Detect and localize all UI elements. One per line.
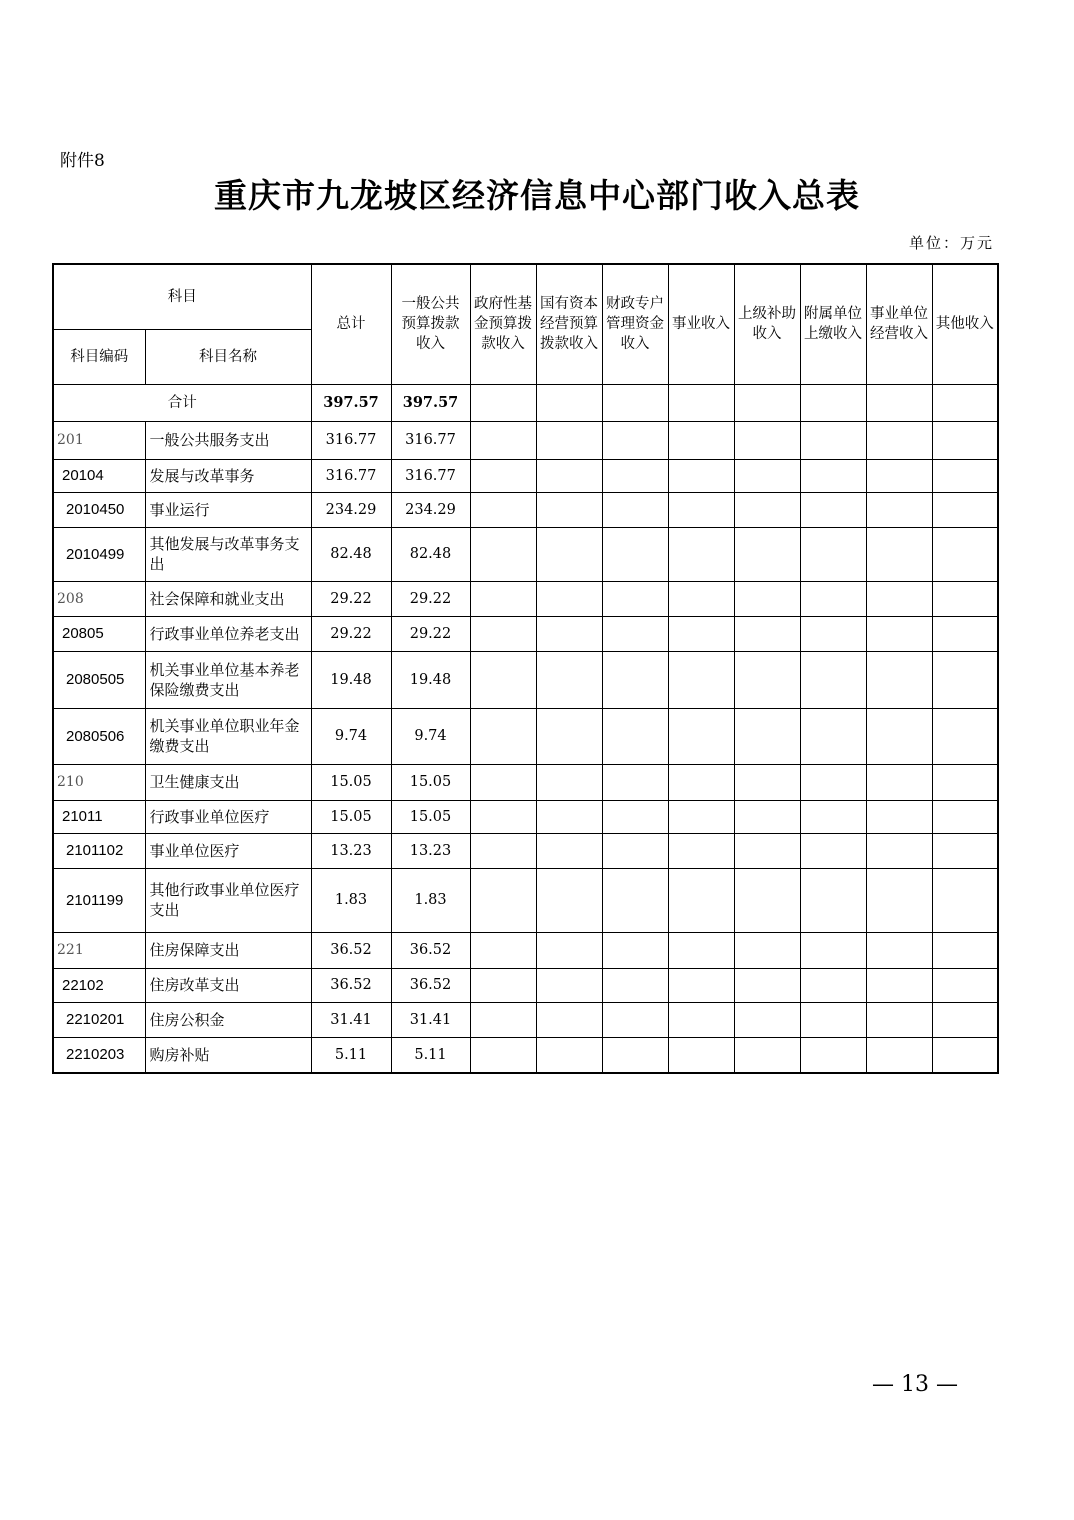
table-row — [53, 581, 998, 616]
empty-cell — [536, 764, 602, 800]
empty-cell — [866, 968, 932, 1002]
subject-code: 20805 — [53, 616, 145, 651]
table-row — [53, 492, 998, 527]
header-business-operation: 事业单位经营收入 — [866, 264, 932, 384]
empty-cell — [734, 616, 800, 651]
table-row — [53, 527, 998, 581]
empty-cell — [602, 868, 668, 932]
general-budget-cell: 15.05 — [391, 764, 470, 800]
empty-cell — [668, 968, 734, 1002]
empty-cell — [734, 421, 800, 459]
header-gov-fund: 政府性基金预算拨款收入 — [470, 264, 536, 384]
header-row-1 — [53, 264, 998, 329]
header-state-capital: 国有资本经营预算拨款收入 — [536, 264, 602, 384]
subject-name: 发展与改革事务 — [145, 459, 311, 492]
empty-cell — [602, 581, 668, 616]
empty-cell — [602, 459, 668, 492]
empty-cell — [866, 708, 932, 764]
empty-cell — [734, 868, 800, 932]
empty-cell — [602, 616, 668, 651]
empty-cell — [932, 932, 998, 968]
empty-cell — [734, 932, 800, 968]
empty-cell — [536, 800, 602, 833]
empty-cell — [866, 800, 932, 833]
empty-cell — [932, 708, 998, 764]
subject-name: 住房保障支出 — [145, 932, 311, 968]
total-cell: 31.41 — [311, 1002, 391, 1037]
empty-cell — [470, 1002, 536, 1037]
subject-code: 20104 — [53, 459, 145, 492]
header-subject-code: 科目编码 — [53, 329, 145, 384]
total-cell: 29.22 — [311, 616, 391, 651]
empty-cell — [536, 581, 602, 616]
total-cell: 82.48 — [311, 527, 391, 581]
empty-cell — [536, 708, 602, 764]
empty-cell — [800, 1037, 866, 1073]
empty-cell — [470, 527, 536, 581]
table-row — [53, 708, 998, 764]
general-budget-cell: 36.52 — [391, 968, 470, 1002]
empty-cell — [800, 1002, 866, 1037]
subject-name: 一般公共服务支出 — [145, 421, 311, 459]
empty-cell — [536, 1002, 602, 1037]
empty-cell — [668, 527, 734, 581]
empty-cell — [866, 492, 932, 527]
empty-cell — [866, 527, 932, 581]
empty-cell — [932, 651, 998, 708]
table-row — [53, 764, 998, 800]
general-budget-cell: 29.22 — [391, 616, 470, 651]
empty-cell — [602, 492, 668, 527]
empty-cell — [800, 800, 866, 833]
empty-cell — [932, 868, 998, 932]
subject-name: 购房补贴 — [145, 1037, 311, 1073]
header-total: 总计 — [311, 264, 391, 384]
total-cell: 36.52 — [311, 968, 391, 1002]
empty-cell — [668, 932, 734, 968]
empty-cell — [866, 932, 932, 968]
subject-name: 其他发展与改革事务支出 — [145, 527, 311, 581]
general-budget-cell: 5.11 — [391, 1037, 470, 1073]
subject-name: 其他行政事业单位医疗支出 — [145, 868, 311, 932]
empty-cell — [866, 868, 932, 932]
empty-cell — [866, 764, 932, 800]
table-row — [53, 616, 998, 651]
general-budget-cell: 234.29 — [391, 492, 470, 527]
empty-cell — [800, 764, 866, 800]
subject-code: 2210203 — [53, 1037, 145, 1073]
total-cell: 36.52 — [311, 932, 391, 968]
empty-cell — [470, 1037, 536, 1073]
empty-cell — [470, 800, 536, 833]
total-cell: 1.83 — [311, 868, 391, 932]
table-row — [53, 459, 998, 492]
empty-cell — [470, 708, 536, 764]
empty-cell — [536, 651, 602, 708]
header-fiscal-special: 财政专户管理资金收入 — [602, 264, 668, 384]
empty-cell — [932, 459, 998, 492]
empty-cell — [932, 492, 998, 527]
empty-cell — [602, 1037, 668, 1073]
total-cell: 29.22 — [311, 581, 391, 616]
subject-code: 2210201 — [53, 1002, 145, 1037]
general-budget-cell: 36.52 — [391, 932, 470, 968]
empty-cell — [866, 616, 932, 651]
total-cell: 5.11 — [311, 1037, 391, 1073]
empty-cell — [866, 833, 932, 868]
empty-cell — [866, 581, 932, 616]
empty-cell — [536, 968, 602, 1002]
header-other-income: 其他收入 — [932, 264, 998, 384]
empty-cell — [866, 1037, 932, 1073]
empty-cell — [932, 527, 998, 581]
empty-cell — [602, 527, 668, 581]
subject-name: 事业运行 — [145, 492, 311, 527]
subject-code: 22102 — [53, 968, 145, 1002]
empty-cell — [536, 616, 602, 651]
empty-cell — [668, 616, 734, 651]
empty-cell — [536, 527, 602, 581]
header-affiliated-remit: 附属单位上缴收入 — [800, 264, 866, 384]
empty-cell — [602, 800, 668, 833]
header-superior-subsidy: 上级补助收入 — [734, 264, 800, 384]
general-budget-cell: 19.48 — [391, 651, 470, 708]
table-row — [53, 651, 998, 708]
header-business-income: 事业收入 — [668, 264, 734, 384]
empty-cell — [932, 421, 998, 459]
empty-cell — [668, 868, 734, 932]
empty-cell — [536, 421, 602, 459]
subject-name: 行政事业单位医疗 — [145, 800, 311, 833]
empty-cell — [866, 421, 932, 459]
total-cell: 234.29 — [311, 492, 391, 527]
empty-cell — [668, 800, 734, 833]
empty-cell — [800, 421, 866, 459]
empty-cell — [536, 868, 602, 932]
empty-cell — [932, 1002, 998, 1037]
empty-cell — [602, 968, 668, 1002]
general-budget-cell: 316.77 — [391, 459, 470, 492]
empty-cell — [932, 968, 998, 1002]
general-budget-cell: 316.77 — [391, 421, 470, 459]
table-row — [53, 932, 998, 968]
subject-code: 208 — [53, 581, 145, 616]
total-cell: 9.74 — [311, 708, 391, 764]
empty-cell — [734, 1002, 800, 1037]
empty-cell — [470, 932, 536, 968]
empty-cell — [866, 651, 932, 708]
empty-cell — [800, 708, 866, 764]
subject-code: 2010450 — [53, 492, 145, 527]
table-row — [53, 968, 998, 1002]
empty-cell — [932, 800, 998, 833]
empty-cell — [602, 708, 668, 764]
empty-cell — [668, 833, 734, 868]
empty-cell — [800, 932, 866, 968]
empty-cell — [932, 1037, 998, 1073]
subject-code: 221 — [53, 932, 145, 968]
subject-name: 住房改革支出 — [145, 968, 311, 1002]
subject-code: 2101199 — [53, 868, 145, 932]
empty-cell — [932, 581, 998, 616]
total-cell: 15.05 — [311, 764, 391, 800]
empty-cell — [602, 1002, 668, 1037]
empty-cell — [668, 459, 734, 492]
empty-cell — [668, 421, 734, 459]
empty-cell — [536, 1037, 602, 1073]
empty-cell — [668, 651, 734, 708]
empty-cell — [536, 492, 602, 527]
subject-code: 2080505 — [53, 651, 145, 708]
total-general-budget: 397.57 — [391, 384, 470, 421]
subject-name: 行政事业单位养老支出 — [145, 616, 311, 651]
subject-code: 2010499 — [53, 527, 145, 581]
general-budget-cell: 15.05 — [391, 800, 470, 833]
empty-cell — [734, 651, 800, 708]
general-budget-cell: 13.23 — [391, 833, 470, 868]
empty-cell — [932, 764, 998, 800]
general-budget-cell: 9.74 — [391, 708, 470, 764]
attachment-label: 附件8 — [60, 151, 105, 171]
empty-cell — [470, 616, 536, 651]
empty-cell — [734, 833, 800, 868]
empty-cell — [800, 492, 866, 527]
empty-cell — [536, 833, 602, 868]
empty-cell — [800, 527, 866, 581]
unit-label: 单位：万元 — [908, 234, 994, 252]
empty-cell — [536, 459, 602, 492]
total-row — [53, 384, 998, 421]
empty-cell — [800, 581, 866, 616]
empty-cell — [734, 800, 800, 833]
empty-cell — [470, 833, 536, 868]
empty-cell — [800, 651, 866, 708]
total-cell: 316.77 — [311, 459, 391, 492]
subject-name: 机关事业单位基本养老保险缴费支出 — [145, 651, 311, 708]
empty-cell — [800, 868, 866, 932]
empty-cell — [668, 1002, 734, 1037]
general-budget-cell: 82.48 — [391, 527, 470, 581]
header-general-budget: 一般公共预算拨款收入 — [391, 264, 470, 384]
total-cell: 316.77 — [311, 421, 391, 459]
subject-code: 2101102 — [53, 833, 145, 868]
general-budget-cell: 29.22 — [391, 581, 470, 616]
empty-cell — [470, 651, 536, 708]
subject-name: 社会保障和就业支出 — [145, 581, 311, 616]
table-row — [53, 868, 998, 932]
empty-cell — [470, 868, 536, 932]
empty-cell — [800, 833, 866, 868]
empty-cell — [602, 833, 668, 868]
empty-cell — [602, 651, 668, 708]
subject-code: 2080506 — [53, 708, 145, 764]
table-row — [53, 800, 998, 833]
empty-cell — [470, 968, 536, 1002]
empty-cell — [800, 968, 866, 1002]
empty-cell — [470, 581, 536, 616]
total-cell: 19.48 — [311, 651, 391, 708]
header-subject-name: 科目名称 — [145, 329, 311, 384]
empty-cell — [734, 968, 800, 1002]
empty-cell — [470, 492, 536, 527]
table-row — [53, 421, 998, 459]
table-row — [53, 1037, 998, 1073]
subject-name: 卫生健康支出 — [145, 764, 311, 800]
empty-cell — [470, 459, 536, 492]
empty-cell — [602, 764, 668, 800]
empty-cell — [734, 527, 800, 581]
empty-cell — [668, 1037, 734, 1073]
empty-cell — [734, 459, 800, 492]
header-subject: 科目 — [53, 264, 311, 329]
empty-cell — [602, 932, 668, 968]
total-cell: 15.05 — [311, 800, 391, 833]
total-label: 合计 — [53, 384, 311, 421]
empty-cell — [734, 492, 800, 527]
empty-cell — [932, 616, 998, 651]
empty-cell — [668, 708, 734, 764]
page-title: 重庆市九龙坡区经济信息中心部门收入总表 — [214, 176, 860, 215]
empty-cell — [470, 421, 536, 459]
income-table — [52, 263, 999, 1074]
subject-code: 210 — [53, 764, 145, 800]
subject-name: 机关事业单位职业年金缴费支出 — [145, 708, 311, 764]
empty-cell — [800, 616, 866, 651]
total-amount: 397.57 — [311, 384, 391, 421]
general-budget-cell: 31.41 — [391, 1002, 470, 1037]
table-row — [53, 1002, 998, 1037]
empty-cell — [668, 764, 734, 800]
empty-cell — [734, 764, 800, 800]
general-budget-cell: 1.83 — [391, 868, 470, 932]
empty-cell — [800, 459, 866, 492]
empty-cell — [866, 1002, 932, 1037]
subject-code: 21011 — [53, 800, 145, 833]
empty-cell — [734, 708, 800, 764]
empty-cell — [734, 581, 800, 616]
empty-cell — [734, 1037, 800, 1073]
page-number: — 13 — — [872, 1372, 958, 1397]
empty-cell — [602, 421, 668, 459]
subject-code: 201 — [53, 421, 145, 459]
table-row — [53, 833, 998, 868]
total-cell: 13.23 — [311, 833, 391, 868]
empty-cell — [668, 492, 734, 527]
empty-cell — [866, 459, 932, 492]
subject-name: 住房公积金 — [145, 1002, 311, 1037]
empty-cell — [536, 932, 602, 968]
subject-name: 事业单位医疗 — [145, 833, 311, 868]
empty-cell — [470, 764, 536, 800]
empty-cell — [668, 581, 734, 616]
empty-cell — [932, 833, 998, 868]
